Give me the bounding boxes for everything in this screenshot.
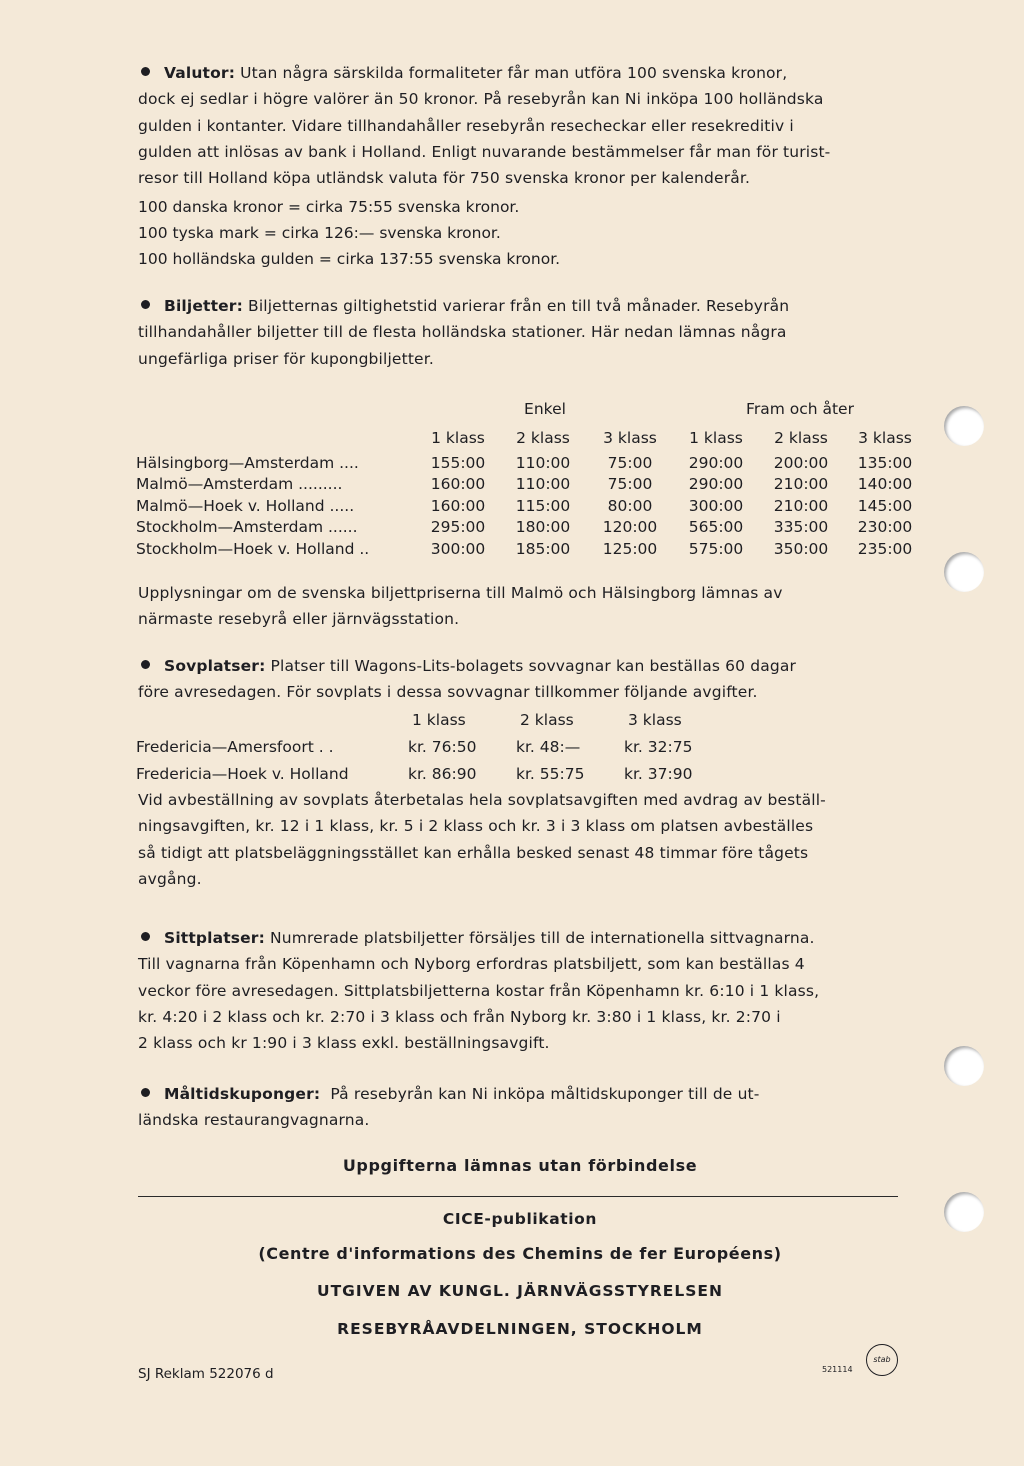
publication-name: CICE-publikation [442, 1210, 598, 1228]
publisher-department: RESEBYRÅAVDELNINGEN, STOCKHOLM [337, 1320, 703, 1338]
class-header: 2 klass [520, 710, 574, 729]
price-cell: 155:00 [430, 453, 486, 472]
seats-text-line: Numrerade platsbiljetter försäljes till de internationella sittvagnarna. [270, 929, 815, 947]
price-cell: 210:00 [773, 496, 829, 515]
price-cell: 75:00 [607, 453, 653, 472]
price-cell: 110:00 [515, 453, 571, 472]
price-cell: 575:00 [688, 539, 744, 558]
currency-section [138, 60, 902, 191]
price-class-header-row [136, 424, 928, 452]
meals-heading: Måltidskuponger: [164, 1085, 321, 1103]
route-cell: Stockholm—Amsterdam ...... [136, 518, 358, 537]
class-header: 2 klass [516, 429, 570, 447]
route-cell: Fredericia—Hoek v. Holland [136, 764, 349, 783]
price-cell: 160:00 [430, 475, 486, 494]
sleeper-class-header-row [136, 706, 732, 733]
price-cell: 185:00 [515, 539, 571, 558]
price-cell: 335:00 [773, 518, 829, 537]
class-header: 3 klass [603, 429, 657, 447]
meals-text-line: ländska restaurangvagnarna. [138, 1111, 370, 1130]
fee-cell: kr. 86:90 [408, 764, 477, 783]
price-cell: 75:00 [607, 475, 653, 494]
price-cell: 210:00 [773, 475, 829, 494]
publisher-organization: (Centre d'informations des Chemins de fer Européens) [258, 1244, 782, 1263]
price-cell: 125:00 [602, 539, 658, 558]
currency-text-line: Utan några särskilda formaliteter får man utföra 100 svenska kronor, [240, 64, 788, 82]
class-header: 1 klass [689, 429, 743, 447]
sleeper-fee-table [136, 706, 732, 787]
sleepers-text-line: Platser till Wagons-Lits-bolagets sovvagnar kan beställas 60 dagar [270, 657, 797, 675]
punch-hole-icon [944, 1192, 984, 1232]
table-row [136, 733, 732, 760]
printer-logo-icon [866, 1344, 898, 1376]
price-cell: 230:00 [857, 518, 913, 537]
seats-text-line: Till vagnarna från Köpenhamn och Nyborg erfordras platsbiljett, som kan beställas 4 [138, 955, 805, 974]
divider [138, 1196, 898, 1197]
tickets-note-line: Upplysningar om de svenska biljettpriserna till Malmö och Hälsingborg lämnas av [138, 584, 783, 602]
fee-cell: kr. 76:50 [408, 737, 477, 756]
price-cell: 290:00 [688, 453, 744, 472]
class-header: 1 klass [431, 429, 485, 447]
punch-hole-icon [944, 1046, 984, 1086]
bullet-icon [141, 67, 150, 76]
price-cell: 180:00 [515, 518, 571, 537]
class-header: 3 klass [858, 429, 912, 447]
currency-conversions [138, 194, 560, 272]
price-cell: 140:00 [857, 475, 913, 494]
seats-text-line: 2 klass och kr 1:90 i 3 klass exkl. beställningsavgift. [138, 1034, 550, 1053]
conversion-dkk: 100 danska kronor = cirka 75:55 svenska kronor. [138, 198, 520, 216]
cancellation-line: så tidigt att platsbeläggningsstället kan erhålla besked senast 48 timmar före tågets [138, 843, 809, 862]
seats-text-line: kr. 4:20 i 2 klass och kr. 2:70 i 3 klass och från Nyborg kr. 3:80 i 1 klass, kr. 2:70 i [138, 1007, 781, 1026]
cancellation-line: ningsavgiften, kr. 12 i 1 klass, kr. 5 i 2 klass och kr. 3 i 3 klass om platsen avbeställes [138, 817, 814, 836]
price-cell: 300:00 [688, 496, 744, 515]
tickets-note [138, 580, 902, 633]
seats-text-line: veckor före avresedagen. Sittplatsbiljetterna kostar från Köpenhamn kr. 6:10 i 1 klass, [138, 981, 820, 1000]
publisher-authority: UTGIVEN AV KUNGL. JÄRNVÄGSSTYRELSEN [316, 1282, 723, 1300]
fee-cell: kr. 48:— [516, 737, 581, 756]
price-cell: 145:00 [857, 496, 913, 515]
cancellation-line: avgång. [138, 869, 202, 888]
seats-section [138, 925, 902, 1056]
disclaimer: Uppgifterna lämnas utan förbindelse [342, 1156, 698, 1175]
group-single-header: Enkel [524, 400, 566, 418]
printer-mark: stab [873, 1355, 891, 1364]
tickets-note-line: närmaste resebyrå eller järnvägsstation. [138, 610, 460, 629]
cancellation-line: Vid avbeställning av sovplats återbetalas hela sovplatsavgiften med avdrag av beställ- [138, 791, 826, 809]
printer-number: 521114 [822, 1365, 853, 1374]
price-group-header-row [136, 394, 928, 424]
currency-text-line: gulden i kontanter. Vidare tillhandahåller resebyrån resecheckar eller resekreditiv i [138, 116, 794, 135]
price-cell: 300:00 [430, 539, 486, 558]
currency-text-line: dock ej sedlar i högre valörer än 50 kronor. På resebyrån kan Ni inköpa 100 holländska [138, 90, 824, 109]
route-cell: Fredericia—Amersfoort . . [136, 737, 334, 756]
fee-cell: kr. 32:75 [624, 737, 693, 756]
class-header: 2 klass [774, 429, 828, 447]
class-header: 3 klass [628, 710, 682, 729]
table-row [136, 474, 928, 496]
price-cell: 160:00 [430, 496, 486, 515]
punch-hole-icon [944, 406, 984, 446]
price-cell: 565:00 [688, 518, 744, 537]
price-cell: 235:00 [857, 539, 913, 558]
meals-text-line: På resebyrån kan Ni inköpa måltidskuponger till de ut- [330, 1085, 760, 1103]
currency-heading: Valutor: [164, 64, 236, 82]
price-cell: 350:00 [773, 539, 829, 558]
punch-hole-icon [944, 552, 984, 592]
table-row [136, 760, 732, 787]
price-cell: 115:00 [515, 496, 571, 515]
sleepers-section [138, 653, 902, 706]
table-row [136, 517, 928, 539]
price-cell: 200:00 [773, 453, 829, 472]
route-cell: Stockholm—Hoek v. Holland .. [136, 539, 370, 558]
route-cell: Malmö—Hoek v. Holland ..... [136, 496, 355, 515]
price-cell: 135:00 [857, 453, 913, 472]
conversion-nlg: 100 holländska gulden = cirka 137:55 svenska kronor. [138, 250, 561, 268]
bullet-icon [141, 300, 150, 309]
class-header: 1 klass [412, 710, 466, 729]
table-row [136, 495, 928, 517]
group-return-header: Fram och åter [746, 400, 854, 418]
table-row [136, 538, 928, 560]
tickets-text-line: Biljetternas giltighetstid varierar från en till två månader. Resebyrån [248, 297, 790, 315]
meals-section [138, 1081, 902, 1134]
price-cell: 120:00 [602, 518, 658, 537]
sleepers-cancellation [138, 787, 902, 892]
sleepers-text-line: före avresedagen. För sovplats i dessa sovvagnar tillkommer följande avgifter. [138, 683, 758, 702]
bullet-icon [141, 660, 150, 669]
tickets-text-line: tillhandahåller biljetter till de flesta holländska stationer. Här nedan lämnas några [138, 323, 787, 342]
price-cell: 80:00 [607, 496, 653, 515]
tickets-text-line: ungefärliga priser för kupongbiljetter. [138, 349, 434, 368]
price-cell: 295:00 [430, 518, 486, 537]
currency-text-line: resor till Holland köpa utländsk valuta för 750 svenska kronor per kalenderår. [138, 169, 751, 188]
fee-cell: kr. 55:75 [516, 764, 585, 783]
conversion-dem: 100 tyska mark = cirka 126:— svenska kronor. [138, 224, 501, 242]
route-cell: Malmö—Amsterdam ......... [136, 475, 343, 494]
currency-text-line: gulden att inlösas av bank i Holland. Enligt nuvarande bestämmelser får man för turist- [138, 142, 831, 161]
ticket-price-table [136, 394, 928, 560]
bullet-icon [141, 932, 150, 941]
route-cell: Hälsingborg—Amsterdam .... [136, 453, 359, 472]
price-cell: 290:00 [688, 475, 744, 494]
tickets-section [138, 293, 902, 372]
print-code: SJ Reklam 522076 d [138, 1366, 274, 1382]
seats-heading: Sittplatser: [164, 929, 265, 947]
price-cell: 110:00 [515, 475, 571, 494]
table-row [136, 452, 928, 474]
tickets-heading: Biljetter: [164, 297, 243, 315]
fee-cell: kr. 37:90 [624, 764, 693, 783]
sleepers-heading: Sovplatser: [164, 657, 266, 675]
bullet-icon [141, 1088, 150, 1097]
